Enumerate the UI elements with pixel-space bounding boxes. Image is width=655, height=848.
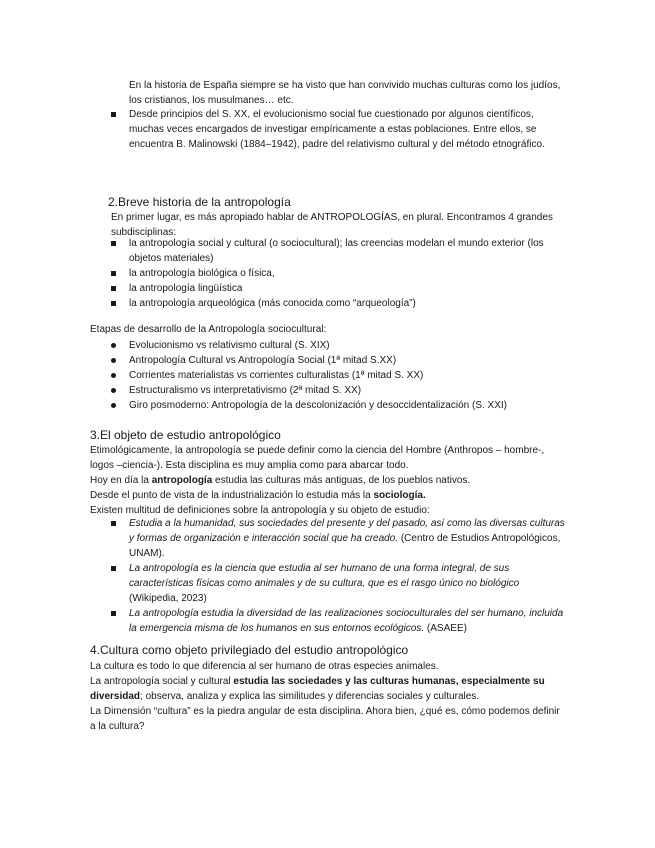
list-item: la antropología lingüística bbox=[111, 281, 569, 296]
section-3-line-4: Existen multitud de definiciones sobre la antropología y su objeto de estudio: bbox=[90, 505, 430, 516]
intro-bullet-list bbox=[111, 107, 569, 152]
list-item: la antropología arqueológica (más conocida como “arqueología”) bbox=[111, 296, 569, 311]
section-4-line-1: La cultura es todo lo que diferencia al ser humano de otras especies animales. bbox=[90, 661, 439, 672]
definitions-list bbox=[111, 516, 569, 636]
list-item: Desde principios del S. XX, el evolucionismo social fue cuestionado por algunos científicos, muchas veces encargados de investigar empíricamente a estas poblaciones. Entre ellos, se encuentra B. Malinowski (1884–1942), padre del relativismo cultural y del método etnográfico. bbox=[111, 107, 569, 152]
subdisciplines-list bbox=[111, 236, 569, 311]
list-item: La antropología es la ciencia que estudia al ser humano de una forma integral, de sus características físicas como animales y de su cultura, que es el rasgo único no biológico (Wikipedia, 2023) bbox=[111, 561, 569, 606]
section-3-line-2: Hoy en día la antropología estudia las culturas más antiguas, de los pueblos nativos. bbox=[90, 475, 471, 486]
section-2-intro: En primer lugar, es más apropiado hablar de ANTROPOLOGÍAS, en plural. Encontramos 4 grandes subdisciplinas: bbox=[111, 212, 553, 238]
section-4-body bbox=[90, 659, 560, 734]
intro-paragraph: En la historia de España siempre se ha visto que han convivido muchas culturas como los judíos, los cristianos, los musulmanes… etc. bbox=[129, 80, 561, 106]
section-3-heading: 3.El objeto de estudio antropológico bbox=[90, 428, 281, 442]
section-4-heading: 4.Cultura como objeto privilegiado del estudio antropológico bbox=[90, 643, 409, 657]
list-item: Corrientes materialistas vs corrientes culturalistas (1ª mitad S. XX) bbox=[111, 368, 569, 383]
list-item: la antropología biológica o física, bbox=[111, 266, 569, 281]
section-4-line-3: La Dimensión “cultura” es la piedra angular de esta disciplina. Ahora bien, ¿qué es, cómo podemos definir a la cultura? bbox=[90, 706, 560, 732]
list-item: Estructuralismo vs interpretativismo (2ª mitad S. XX) bbox=[111, 383, 569, 398]
section-4-line-2: La antropología social y cultural estudia las sociedades y las culturas humanas, especialmente su diversidad; observa, analiza y explica las similitudes y diferencias sociales y culturales. bbox=[90, 676, 545, 702]
list-item: Antropología Cultural vs Antropología Social (1ª mitad S.XX) bbox=[111, 353, 569, 368]
list-item: Estudia a la humanidad, sus sociedades del presente y del pasado, así como las diversas culturas y formas de organización e interacción social que ha creado. (Centro de Estudios Antropológicos, UNAM). bbox=[111, 516, 569, 561]
etapas-list bbox=[111, 338, 569, 413]
list-item: Evolucionismo vs relativismo cultural (S. XIX) bbox=[111, 338, 569, 353]
section-3-line-1: Etimológicamente, la antropología se puede definir como la ciencia del Hombre (Anthropos – hombre-, logos –ciencia-). Esta disciplina es muy amplia como para abarcar todo. bbox=[90, 445, 545, 471]
list-item: La antropología estudia la diversidad de las realizaciones socioculturales del ser humano, incluida la emergencia misma de los humanos en sus entornos ecológicos. (ASAEE) bbox=[111, 606, 569, 636]
section-2-heading: 2.Breve historia de la antropología bbox=[108, 195, 291, 209]
list-item: la antropología social y cultural (o sociocultural); las creencias modelan el mundo exterior (los objetos materiales) bbox=[111, 236, 569, 266]
list-item: Giro posmoderno: Antropología de la descolonización y desoccidentalización (S. XXI) bbox=[111, 398, 569, 413]
section-3-body bbox=[90, 443, 560, 518]
etapas-title: Etapas de desarrollo de la Antropología sociocultural: bbox=[90, 324, 327, 335]
section-3-line-3: Desde el punto de vista de la industrialización lo estudia más la sociología. bbox=[90, 490, 426, 501]
